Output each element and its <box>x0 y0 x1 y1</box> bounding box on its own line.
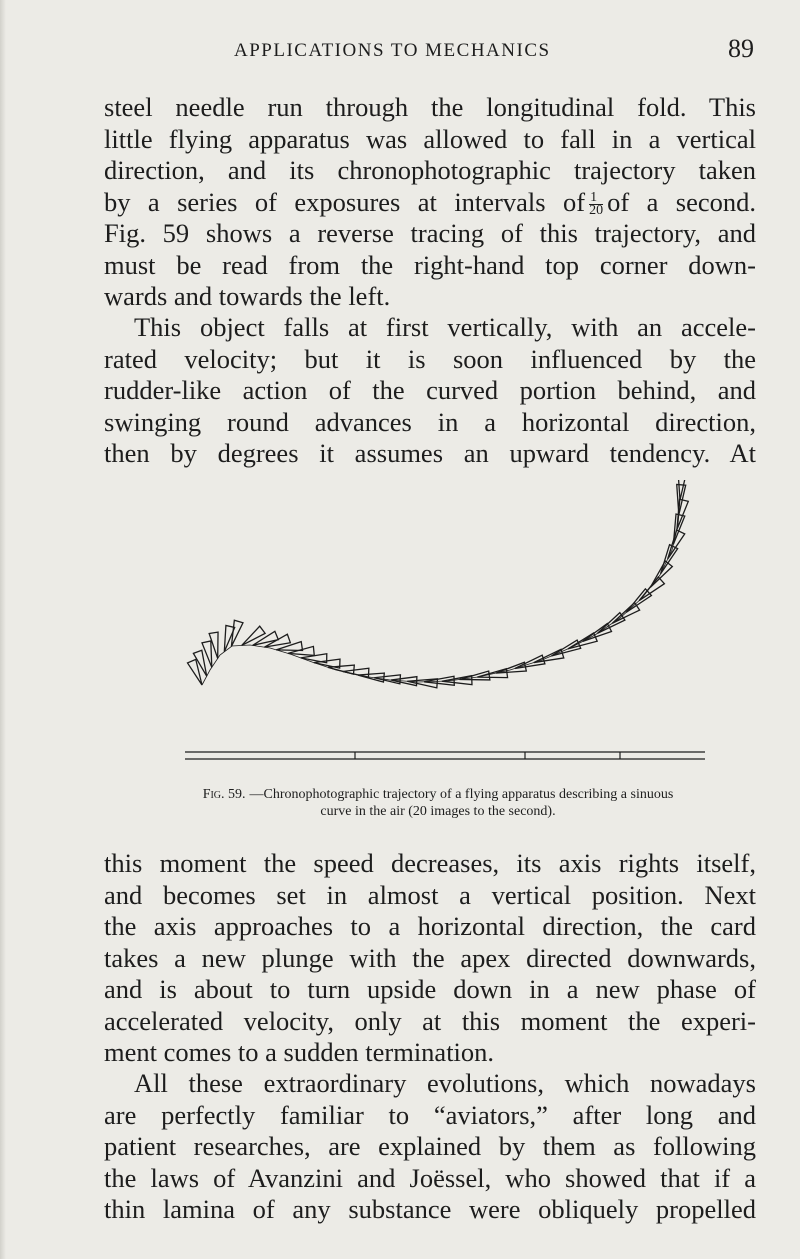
card-image <box>231 620 243 646</box>
running-head <box>104 34 756 68</box>
text-line: and becomes set in almost a vertical position. Next <box>104 879 756 910</box>
text-line: are perfectly familiar to “aviators,” after long and <box>104 1099 756 1130</box>
card-image <box>193 650 206 676</box>
caption-line-1 <box>118 786 758 803</box>
text-line: must be read from the right-hand top corner down- <box>104 249 756 280</box>
text-line: swinging round advances in a horizontal direction, <box>104 406 756 437</box>
text-line: then by degrees it assumes an upward tendency. At <box>104 438 756 468</box>
text-line: direction, and its chronophotographic trajectory taken <box>104 155 756 185</box>
text-line: ment comes to a sudden termination. <box>104 1037 495 1067</box>
text-line: All these extraordinary evolutions, which nowadays <box>134 1068 756 1098</box>
text-line: rated velocity; but it is soon influenced by the <box>104 343 756 374</box>
text-line: takes a new plunge with the apex directed downwards, <box>104 942 756 973</box>
text-line: steel needle run through the longitudinal fold. This <box>104 92 756 122</box>
text-segment: by a series of exposures at intervals of <box>104 186 586 217</box>
text-line: patient researches, are explained by them as following <box>104 1131 756 1161</box>
trajectory-illustration <box>150 480 710 780</box>
text-line: and is about to turn upside down in a new phase of <box>104 974 756 1004</box>
text-line: This object falls at first vertically, with an accele- <box>134 312 756 342</box>
text-line: rudder-like action of the curved portion behind, and <box>104 375 756 405</box>
text-segment: of a second. <box>607 186 756 217</box>
text-line: accelerated velocity, only at this moment the experi- <box>104 1005 756 1036</box>
ground-line <box>185 752 705 759</box>
running-title: APPLICATIONS TO MECHANICS <box>234 40 551 61</box>
text-line-with-fraction <box>104 187 756 219</box>
paragraph-4 <box>104 1068 756 1226</box>
caption-line-2: curve in the air (20 images to the second). <box>320 804 556 819</box>
card-image <box>242 626 265 645</box>
fraction-numerator: 1 <box>589 192 603 205</box>
text-line: thin lamina of any substance were obliquely propelled <box>104 1194 756 1224</box>
figure-caption <box>118 786 758 820</box>
card-image <box>583 624 612 642</box>
text-line: little flying apparatus was allowed to fall in a vertical <box>104 123 756 154</box>
text-line: wards and towards the left. <box>104 281 391 311</box>
text-line: the laws of Avanzini and Joëssel, who showed that if a <box>104 1162 756 1193</box>
fraction-denominator: 20 <box>589 202 604 218</box>
figure-label: Fig. 59. <box>202 787 246 802</box>
card-image <box>673 514 684 544</box>
fraction <box>589 189 604 218</box>
paragraph-3 <box>104 848 756 1069</box>
paragraph-2 <box>104 312 756 470</box>
trajectory-curve <box>202 500 680 685</box>
caption-text: —Chronophotographic trajectory of a flying apparatus describing a sinuous <box>249 787 674 802</box>
card-image <box>202 641 212 667</box>
paragraph-1 <box>104 92 756 313</box>
text-line: this moment the speed decreases, its axis rights itself, <box>104 848 756 878</box>
page-number: 89 <box>728 34 754 63</box>
figure-59 <box>150 480 710 780</box>
page-gutter-shadow <box>0 0 6 1259</box>
card-image <box>551 640 580 656</box>
text-line: the axis approaches to a horizontal direction, the card <box>104 911 756 941</box>
text-line: Fig. 59 shows a reverse tracing of this trajectory, and <box>104 218 756 248</box>
